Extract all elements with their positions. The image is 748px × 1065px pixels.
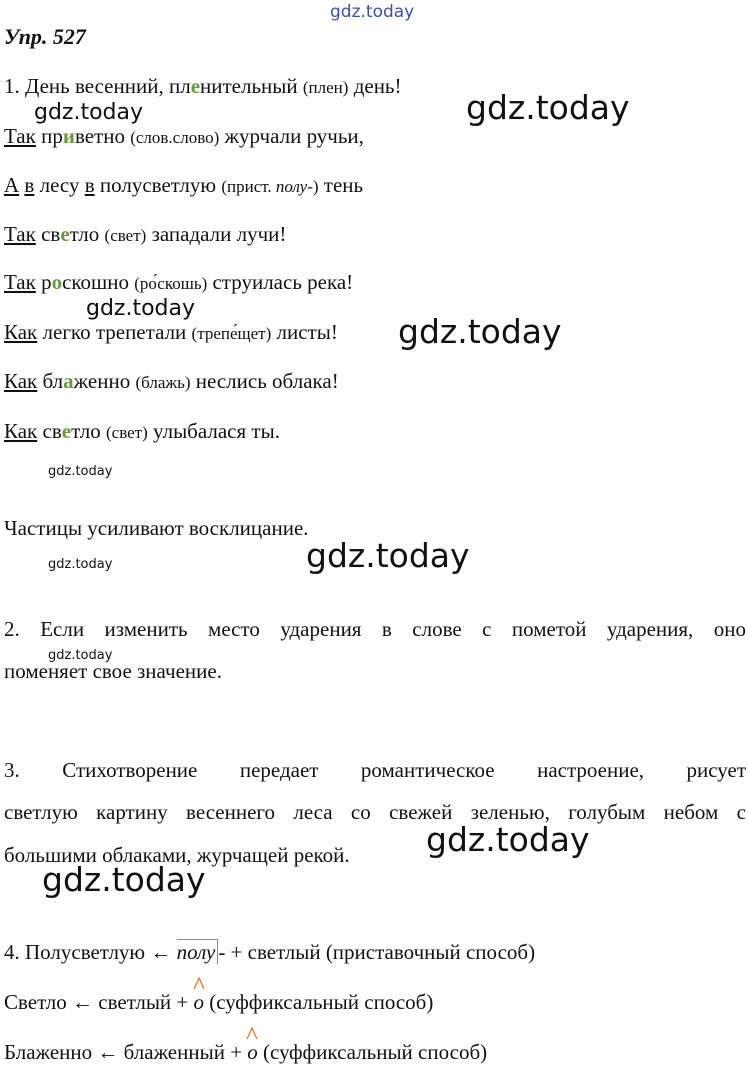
watermark: gdz.today xyxy=(34,100,144,125)
poem-line-1: 1. День весенний, пленительный (плен) день! xyxy=(4,74,402,98)
answer-2-line-1: 2. Если изменить место ударения в слове с пометой ударения, оно xyxy=(4,617,746,641)
prefix-mark: полу xyxy=(177,939,219,964)
poem-line-4: Так светло (свет) западали лучи! xyxy=(4,222,287,246)
watermark: gdz.today xyxy=(48,464,113,479)
poem-line-2: Так приветно (слов.слово) журчали ручьи, xyxy=(4,124,364,148)
word-formation-1: 4. Полусветлую ← полу - + светлый (приставочный способ) xyxy=(4,940,536,964)
suffix-mark: о xyxy=(247,1040,258,1064)
suffix-roof-icon xyxy=(192,976,206,990)
watermark: gdz.today xyxy=(42,860,206,899)
poem-line-8: Как светло (свет) улыбалася ты. xyxy=(4,419,280,443)
watermark: gdz.today xyxy=(306,536,470,575)
word-formation-2: Светло ← светлый + о (суффиксальный способ) xyxy=(4,990,433,1014)
answer-3-line-3: большими облаками, журчащей рекой. xyxy=(4,843,350,867)
poem-line-6: Как легко трепетали (трепе́щет) листы! xyxy=(4,320,338,344)
poem-line-7: Как блаженно (блажь) неслись облака! xyxy=(4,369,339,393)
watermark: gdz.today xyxy=(398,312,562,351)
exercise-title: Упр. 527 xyxy=(4,24,86,49)
watermark-top: gdz.today xyxy=(330,2,415,22)
watermark: gdz.today xyxy=(466,88,630,127)
word-formation-3: Блаженно ← блаженный + о (суффиксальный способ) xyxy=(4,1040,487,1064)
watermark: gdz.today xyxy=(86,296,196,321)
watermark: gdz.today xyxy=(426,820,590,859)
answer-2-line-2: поменяет свое значение. xyxy=(4,659,222,683)
suffix-mark: о xyxy=(194,990,205,1014)
particles-note: Частицы усиливают восклицание. xyxy=(4,516,309,540)
answer-3-line-1: 3. Стихотворение передает романтическое настроение, рисует xyxy=(4,758,746,782)
suffix-roof-icon xyxy=(245,1026,259,1040)
poem-line-5: Так роскошно (ро́скошь) струилась река! xyxy=(4,270,354,294)
watermark: gdz.today xyxy=(48,648,113,663)
watermark: gdz.today xyxy=(48,557,113,572)
answer-3-line-2: светлую картину весеннего леса со свежей зеленью, голубым небом с xyxy=(4,800,746,824)
poem-line-3: А в лесу в полусветлую (прист. полу-) тень xyxy=(4,173,364,197)
